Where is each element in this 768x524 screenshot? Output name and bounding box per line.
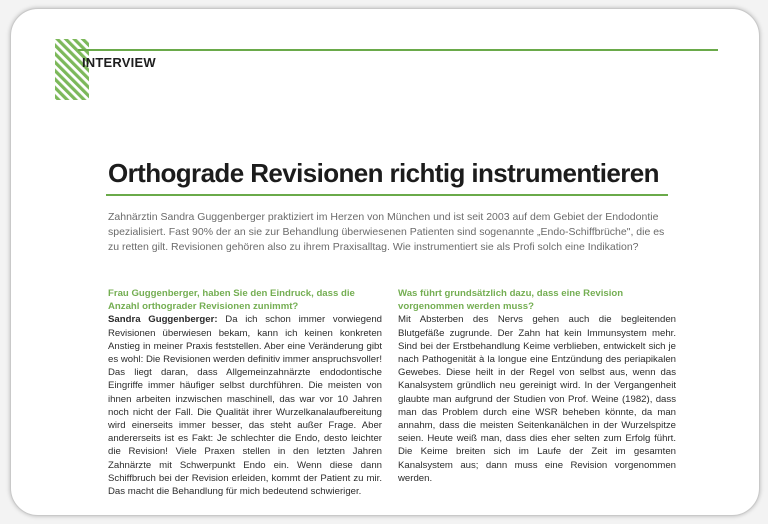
answer-2: Mit Absterben des Nervs gehen auch die begleitenden Blutgefäße zugrunde. Der Zahn hat kein Immunsystem mehr. Sind bei der Erstbehandlung Keime verblieben, entwickelt sich je nach Pathogenität à la longue eine Entzündung des periapikalen Gewebes. Diese heilt in der Regel von selbst aus, wenn das Kanalsystem gründlich neu gereinigt wird. In der Vergangenheit glaubte man aufgrund der Studien von Prof. Weine (1982), dass man das Problem durch eine WSR beheben könnte, da man annahm, dass die meisten Seitenkanälchen in der Wurzelspitze seien. Heute weiß man, dass dies eher selten zum Erfolg führt. Die Keime breiten sich im Laufe der Zeit im gesamten Kanalsystem aus; dann muss eine Revision vorgenommen werden. <box>398 314 676 484</box>
section-label: INTERVIEW <box>82 55 156 70</box>
article-headline: Orthograde Revisionen richtig instrumentieren <box>108 158 659 188</box>
article-intro: Zahnärztin Sandra Guggenberger praktiziert im Herzen von München und ist seit 2003 auf dem Gebiet der Endodontie spezialisiert. Fast 90% der an sie zur Behandlung überwiesenen Patienten sind sogenannte „Endo-Schiffbrüche", die es zu retten gilt. Revisionen gehören also zu ihrem Praxisalltag. Wie instrumentiert sie als Profi solch eine Indikation? <box>108 211 665 253</box>
left-column <box>108 287 382 498</box>
question-1: Frau Guggenberger, haben Sie den Eindruck, dass die Anzahl orthograder Revisionen zunimmt? <box>108 288 355 313</box>
headline-underline <box>106 194 668 196</box>
question-2: Was führt grundsätzlich dazu, dass eine Revision vorgenommen werden muss? <box>398 288 624 313</box>
answer-1-text: Da ich schon immer vorwiegend Revisionen überwiesen bekam, kann ich keinen konkreten Anstieg in meiner Praxis feststellen. Aber eine Veränderung gibt es wohl: Die Revisionen werden definitiv immer anspruchsvoller! Das liegt daran, dass Allgemeinzahnärzte endodontische Eingriffe immer häufiger selbst durchführen. Die meisten von ihnen arbeiten inzwischen maschinell, das war vor 10 Jahren noch nicht der Fall. Die Qualität ihrer Wurzelkanalaufbereitung wird einerseits immer besser, das steht außer Frage. Aber andererseits ist es Fakt: Je schlechter die Endo, desto leichter die Revision! Viele Praxen stellen in den letzten Jahren Zahnärzte mit Schwerpunkt Endo ein. Wenn diese dann Schiffbruch bei der Revision erleiden, kommt der Patient zu mir. Das macht die Behandlung für mich bedeutend schwieriger. <box>108 314 382 498</box>
section-rule <box>78 49 718 51</box>
speaker-name: Sandra Guggenberger: <box>108 314 218 326</box>
answer-1 <box>108 313 382 498</box>
right-column <box>398 287 676 485</box>
